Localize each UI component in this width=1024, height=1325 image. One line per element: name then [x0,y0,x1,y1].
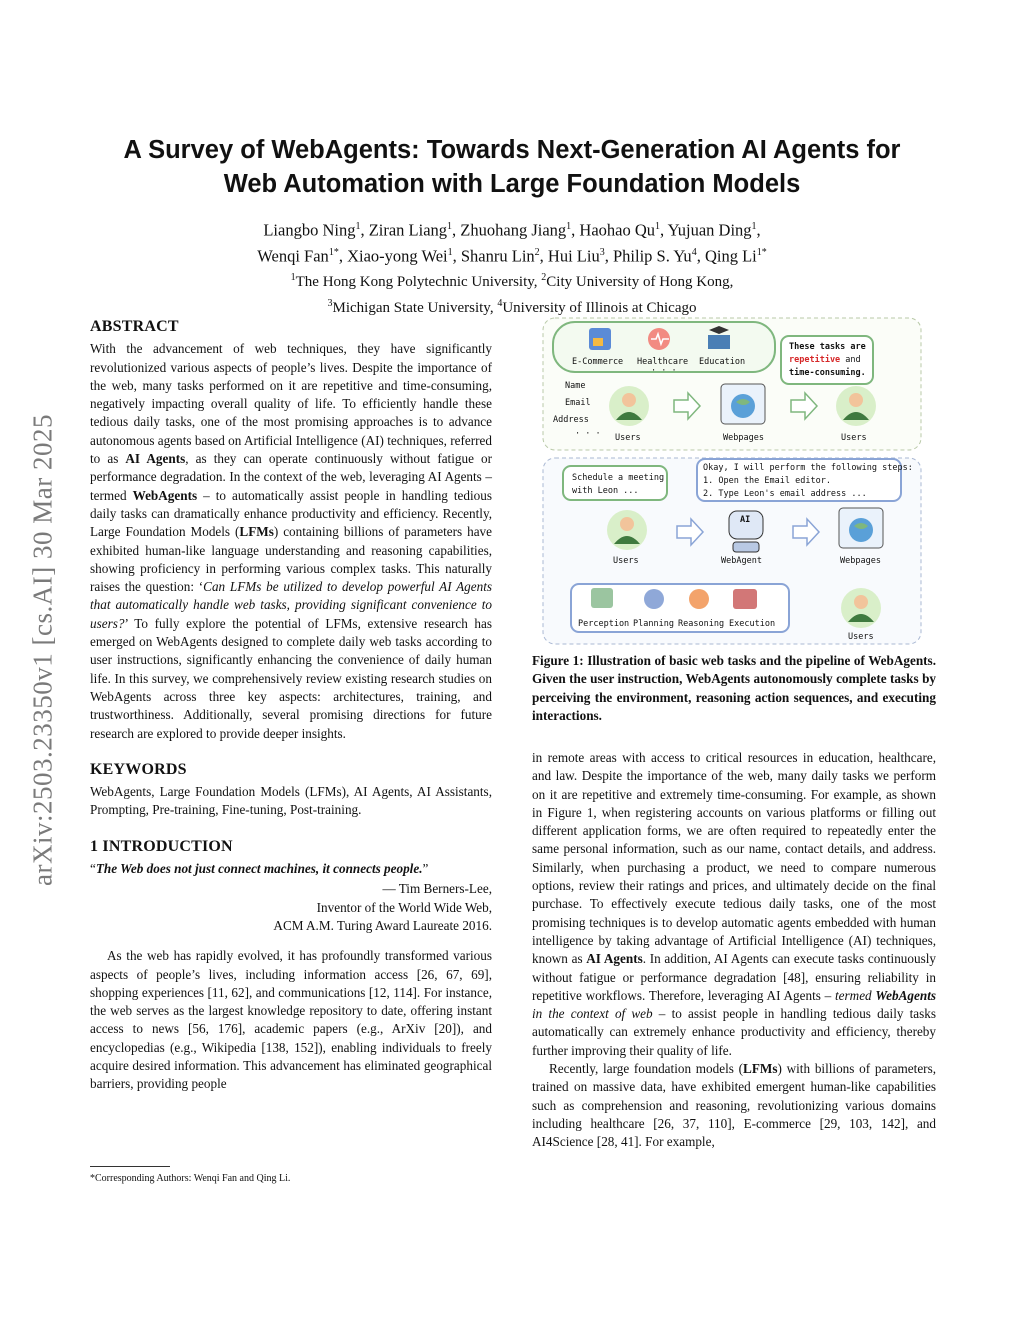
arxiv-sidebar [23,360,63,940]
affiliation-line-2: $^3$Michigan State University, $^4$University of Illinois at Chicago [327,298,697,316]
agent-speech-line-3: 2. Type Leon's email address ... [703,489,867,499]
abstract-text: With the advancement of web techniques, they have significantly revolutionized various aspects of people’s lives. Despite the importance of the web, many tasks performed on it are repetitive and time-consuming, negatively impacting overall quality of life. To efficiently handle these tedious daily tasks, one of the most promising approaches is to advance autonomous agents based on Artificial Intelligence (AI) techniques, referred to as AI Agents, as they can operate continuously without fatigue or performance degradation. In the context of the web, leveraging AI Agents – termed WebAgents – to automatically assist people in handling tedious daily tasks can dramatically enhance productivity and efficiency. Recently, Large Foundation Models (LFMs) containing billions of parameters have exhibited human-like language understanding and reasoning capabilities, showing proficiency in performing various complex tasks. This naturally raises the question: ‘Can LFMs be utilized to develop powerful AI Agents that automatically handle web tasks, providing significant convenience to users?’ To fully explore the potential of LFMs, extensive research has emerged on WebAgents designed to complete daily web tasks according to user instructions, significantly enhancing the convenience of daily human life. In this survey, we comprehensively review existing research studies on WebAgents across three key aspects: architectures, training, and trustworthiness. Additionally, several promising directions for future research are explored to provide deeper insights. [90,341,492,741]
perception-icon [591,588,613,608]
label-users-3: Users [613,556,639,566]
domain-healthcare: Healthcare [637,357,689,367]
note-line-2: repetitive and [789,355,861,365]
module-perception: Perception [578,619,630,629]
planning-icon [644,589,664,609]
domain-education: Education [699,357,746,367]
keywords-text: WebAgents, Large Foundation Models (LFMs), AI Agents, AI Assistants, Prompting, Pre-training, Fine-tuning, Post-training. [90,784,492,818]
author-line-2: Wenqi Fan$^{1*}$, Xiao-yong Wei$^1$, Shanru Lin$^2$, Hui Liu$^3$, Philip S. Yu$^4$, Qing $Li^{1*}$ [257,246,767,265]
intro-paragraph-2: in remote areas with access to critical resources in education, healthcare, and law. Despite the importance of the web, many daily tasks we perform on it are repetitive and extremely time-consuming. For example, as shown in Figure 1, when registering accounts on various platforms or filling out different application forms, we are often required to repeatedly enter the same personal information, such as our name, contact details, and address. Similarly, when purchasing a product, we need to compare numerous options, review their ratings and prices, and ultimately decide on the final purchase. To effectively execute tedious daily tasks, one of the most promising techniques is to develop automatic agents embedded with human intelligence by taking advantage of Artificial Intelligence (AI) techniques, known as AI Agents. In addition, AI Agents can execute tasks continuously without fatigue or performance degradation [48], ensuring reliability in repetitive workflows. Therefore, leveraging AI Agents – termed WebAgents in the context of web – to assist people in handling tedious daily tasks automatically can extremely enhance productivity and efficiency, thereby further improving their quality of life. [532,750,937,1058]
epigraph-quote: “The Web does not just connect machines, it connects people.” [90,861,429,877]
figure-caption: Figure 1: Illustration of basic web tasks and the pipeline of WebAgents. Given the user instruction, WebAgents autonomously complete tasks by perceiving the environment, reasoning action sequences, and executing interactions. [532,653,936,723]
left-column [90,318,492,1094]
figure-1 [541,316,923,646]
right-column [532,749,936,1152]
field-address: Address [553,415,589,425]
label-webpages-1: Webpages [723,433,764,443]
footnote-rule [90,1166,170,1167]
abstract-heading: ABSTRACT [90,318,179,335]
field-more: · · · [575,429,601,439]
field-email: Email [565,398,591,408]
keywords-heading: KEYWORDS [90,760,187,778]
intro-paragraph-3: Recently, large foundation models (LFMs) with billions of parameters, trained on massive data, have exhibited emergent human-like capabilities such as comprehension and reasoning, revolutionizing various domains including healthcare [26, 37, 110], E-commerce [29, 103, 142], and AI4Science [28, 41]. For example, [532,1061,936,1150]
field-name: Name [565,381,586,391]
domain-more: · · · [651,366,677,376]
author-block [80,216,944,319]
affiliation-line-1: $^1$The Hong Kong Polytechnic University, $^2$City University of Hong Kong, [290,272,734,290]
execution-icon [733,589,757,609]
label-webpages-2: Webpages [840,556,881,566]
robot-ai-label: AI [740,515,751,525]
domain-ecommerce: E-Commerce [572,357,624,367]
arxiv-id: arXiv:2503.23350v1 [cs.AI] 30 Mar 2025 [27,414,58,886]
label-users-4: Users [848,632,874,642]
agent-speech-line-1: Okay, I will perform the following steps: [703,463,913,473]
intro-paragraph-1: As the web has rapidly evolved, it has profoundly transformed various aspects of people’s lives, including information access [26, 67, 69], shopping experiences [11, 62], and communications [12, 114]. For instance, the web serves as the largest knowledge repository to date, offering instant access to news [56, 176], academic papers (e.g., ArXiv [20]), and encyclopedias (e.g., Wikipedia [138, 152]), enabling individuals to freely acquire desired information. This advancement has eliminated geographical barriers, providing people [90,948,492,1092]
author-line-1: Liangbo Ning$^1$, Ziran Liang$^1$, Zhuohang Jiang$^1$, Haohao Qu$^1$, Yujuan Ding$^1$, [263,220,761,240]
label-users-2: Users [841,433,867,443]
user-speech-line-1: Schedule a meeting [572,473,665,483]
module-planning: Planning [633,619,674,629]
agent-speech-line-2: 1. Open the Email editor. [703,476,831,486]
label-users-1: Users [615,433,641,443]
note-line-3: time-consuming. [789,368,866,378]
title-line-2: Web Automation with Large Foundation Models [223,170,801,198]
reasoning-icon [689,589,709,609]
epigraph-attribution: — Tim Berners-Lee, Inventor of the World Wide Web, ACM A.M. Turing Award Laureate 2016. [273,881,492,933]
title-line-1: A Survey of WebAgents: Towards Next-Generation AI Agents for [123,136,901,164]
label-webagent: WebAgent [721,556,762,566]
user-speech-line-2: with Leon ... [572,486,639,496]
module-execution: Execution [729,619,776,629]
module-reasoning: Reasoning [678,619,725,629]
introduction-heading: 1 INTRODUCTION [90,837,233,855]
footnote: *Corresponding Authors: Wenqi Fan and Qing Li. [90,1173,291,1184]
note-line-1: These tasks are [789,342,866,352]
paper-title [80,133,944,201]
